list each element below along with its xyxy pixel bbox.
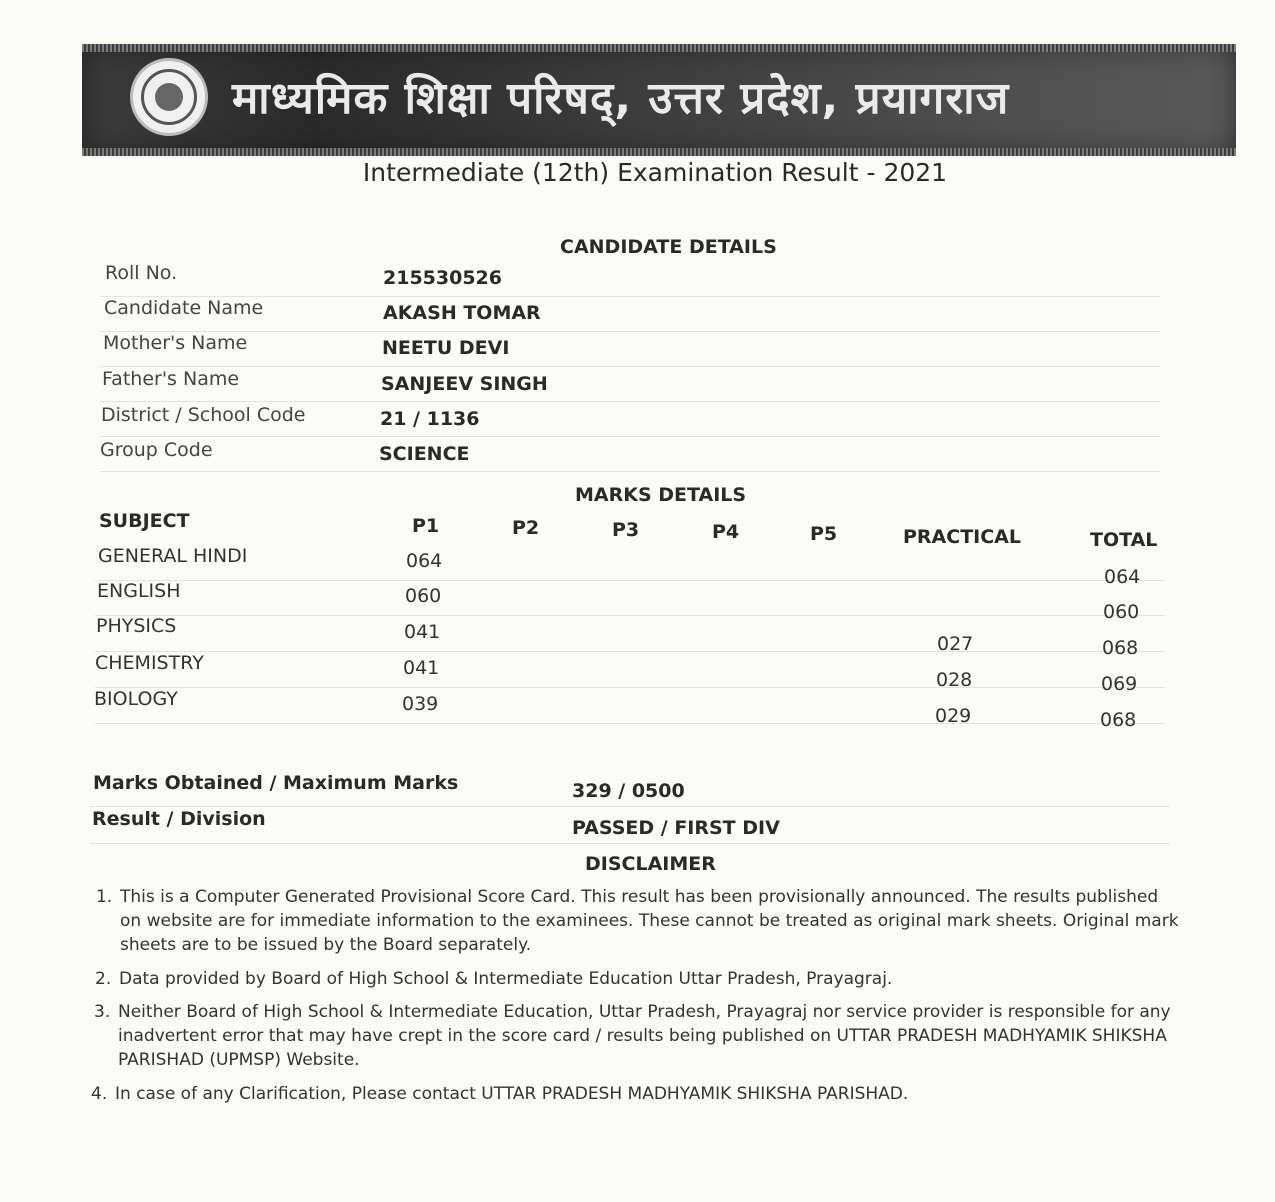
group-code-label: Group Code: [100, 439, 213, 461]
table-row-p1: 041: [404, 621, 441, 643]
table-row-p1: 041: [403, 657, 440, 679]
table-row-subject: GENERAL HINDI: [98, 545, 248, 567]
table-row-total: 060: [1103, 601, 1140, 623]
candidate-details-heading: CANDIDATE DETAILS: [560, 236, 777, 258]
disclaimer-item-2: 2. Data provided by Board of High School & Intermediate Education Uttar Pradesh, Prayagraj.: [95, 969, 893, 989]
col-p4: P4: [712, 521, 740, 543]
candidate-name-value: AKASH TOMAR: [383, 302, 541, 324]
marks-obtained-value: 329 / 0500: [572, 780, 685, 802]
header-banner: [82, 44, 1236, 156]
table-row-total: 069: [1101, 673, 1138, 695]
col-p2: P2: [512, 517, 540, 539]
father-name-value: SANJEEV SINGH: [381, 373, 548, 395]
col-p1: P1: [412, 515, 440, 537]
result-division-label: Result / Division: [92, 808, 266, 830]
table-row-subject: BIOLOGY: [94, 688, 178, 710]
group-code-value: SCIENCE: [379, 443, 470, 465]
district-school-code-value: 21 / 1136: [380, 408, 480, 430]
district-school-code-label: District / School Code: [101, 404, 306, 426]
col-p5: P5: [810, 523, 838, 545]
exam-title: Intermediate (12th) Examination Result - 2021: [362, 158, 948, 187]
table-row-p1: 060: [405, 585, 442, 607]
roll-no-label: Roll No.: [105, 262, 178, 284]
disclaimer-item-4: 4. In case of any Clarification, Please contact UTTAR PRADESH MADHYAMIK SHIKSHA PARISHAD.: [91, 1084, 909, 1104]
disclaimer-item-1: 1. This is a Computer Generated Provisional Score Card. This result has been provisionally announced. The results published on website are for immediate information to the examinees. These cannot be treated as original mark sheets. Original mark sheets are to be issued by the Board separately.: [96, 887, 1179, 955]
marks-obtained-label: Marks Obtained / Maximum Marks: [93, 772, 459, 794]
col-practical: PRACTICAL: [903, 526, 1021, 548]
table-row-practical: 029: [935, 705, 972, 727]
table-row-practical: 027: [937, 633, 974, 655]
col-subject: SUBJECT: [99, 510, 190, 532]
col-total: TOTAL: [1090, 529, 1158, 551]
father-name-label: Father's Name: [102, 368, 240, 390]
table-row-p1: 039: [402, 693, 439, 715]
board-emblem-icon: [130, 58, 208, 136]
disclaimer-item-3: 3. Neither Board of High School & Intermediate Education, Uttar Pradesh, Prayagraj nor service provider is responsible for any inadvertent error that may have crept in the score card / results being published on UTTAR PRADESH MADHYAMIK SHIKSHA PARISHAD (UPMSP) Website.: [94, 1002, 1171, 1070]
table-row-total: 064: [1104, 566, 1141, 588]
table-row-total: 068: [1102, 637, 1139, 659]
roll-no-value: 215530526: [383, 267, 502, 289]
col-p3: P3: [612, 519, 640, 541]
mother-name-label: Mother's Name: [103, 332, 248, 354]
table-row-practical: 028: [936, 669, 973, 691]
candidate-name-label: Candidate Name: [104, 297, 264, 319]
marks-details-heading: MARKS DETAILS: [575, 484, 747, 506]
table-row-subject: PHYSICS: [96, 615, 177, 637]
org-name: माध्यमिक शिक्षा परिषद्, उत्तर प्रदेश, प्रयागराज: [232, 73, 1010, 124]
table-row-p1: 064: [406, 550, 443, 572]
table-row-subject: ENGLISH: [97, 580, 181, 602]
mother-name-value: NEETU DEVI: [382, 337, 510, 359]
disclaimer-heading: DISCLAIMER: [585, 853, 716, 875]
result-division-value: PASSED / FIRST DIV: [572, 817, 780, 839]
table-row-subject: CHEMISTRY: [95, 652, 204, 674]
table-row-total: 068: [1100, 709, 1137, 731]
